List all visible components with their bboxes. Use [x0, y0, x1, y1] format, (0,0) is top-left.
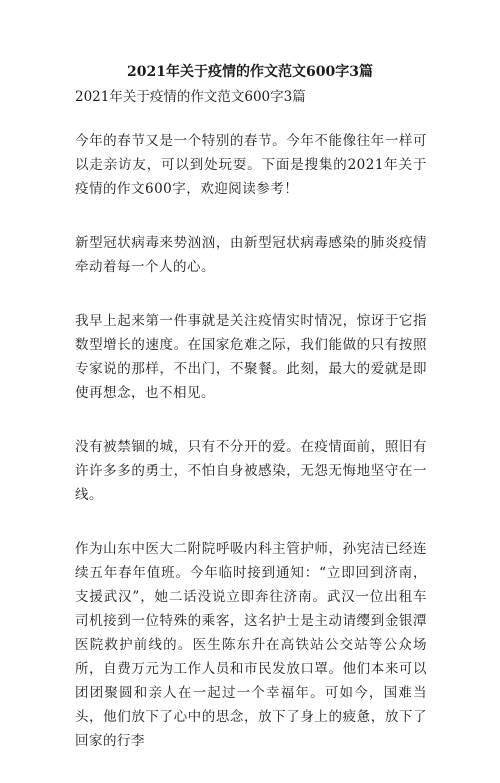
paragraph-morning: 我早上起来第一件事就是关注疫情实时情况，惊讶于它指数型增长的速度。在国家危难之际，我们能做的只有按照专家说的那样，不出门，不聚餐。此刻，最大的爱就是即使再想念，也不相见。 [75, 313, 427, 401]
document-body [75, 129, 427, 783]
paragraph-city: 没有被禁锢的城，只有不分开的爱。在疫情面前，照旧有许许多多的勇士，不怕自身被感染，无怨无悔地坚守在一线。 [75, 439, 427, 503]
paragraph-virus: 新型冠状病毒来势汹汹，由新型冠状病毒感染的肺炎疫情牵动着每一个人的心。 [75, 235, 427, 275]
document-subtitle: 2021年关于疫情的作文范文600字3篇 [75, 89, 306, 105]
paragraph-nurse: 作为山东中医大二附院呼吸内科主管护师，孙宪洁已经连续五年春年值班。今年临时接到通知：“立即回到济南，支援武汉”，她二话没说立即奔往济南。武汉一位出租车司机接到一位特殊的乘客，这名护士是主动请缨到金银潭医院救护前线的。医生陈东升在高铁站公交站等公众场所，自费万元为工作人员和市民发放口罩。他们本来可以团团聚圆和亲人在一起过一个幸福年。可如今，国难当头，他们放下了心中的思念，放下了身上的疲惫，放下了回家的行李 [75, 541, 427, 749]
document-title: 2021年关于疫情的作文范文600字3篇 [127, 64, 373, 80]
paragraph-intro: 今年的春节又是一个特别的春节。今年不能像往年一样可以走亲访友，可以到处玩耍。下面是搜集的2021年关于疫情的作文600字，欢迎阅读参考！ [75, 133, 427, 197]
